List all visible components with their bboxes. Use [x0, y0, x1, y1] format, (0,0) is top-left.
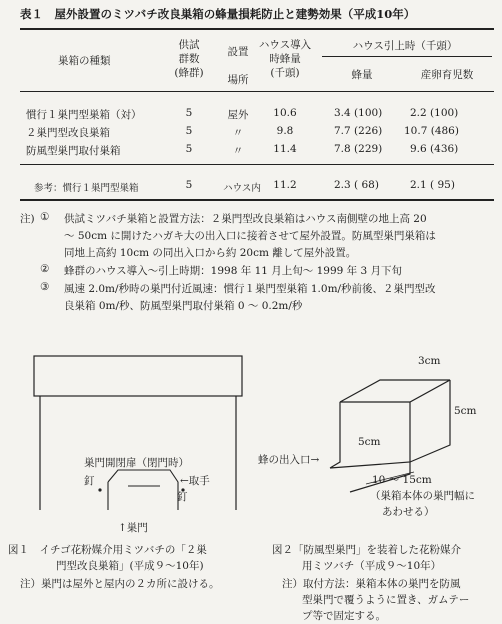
body-bottom-rule [20, 164, 494, 165]
windbreak-right [410, 380, 450, 462]
header-place: 設置 場所 [227, 46, 249, 86]
nail-left [98, 488, 101, 491]
header-type: 巣箱の種類 [58, 55, 111, 67]
header-group-rule [322, 56, 492, 57]
header-brood: 産卵育児数 [420, 69, 474, 81]
entrance-door [108, 470, 178, 510]
table-title: 表１ 屋外設置のミツバチ改良巣箱の蜂量損耗防止と建勢効果（平成10年） [20, 7, 416, 21]
header-bees: 蜂量 [351, 69, 373, 81]
header-group: ハウス引上時（千頭） [352, 40, 458, 52]
fig1-hive-drawing [0, 340, 250, 520]
windbreak-top-face [340, 380, 450, 402]
hive-lid [34, 356, 242, 396]
table-top-rule [20, 28, 494, 30]
windbreak-front [330, 402, 410, 468]
hive-body [40, 396, 236, 510]
header-count: 供試 群数 (蜂群) [174, 39, 204, 79]
table-bottom-rule [20, 199, 494, 201]
header-bottom-rule [20, 91, 494, 92]
header-intro-bees: ハウス導入 時蜂量 (千頭) [258, 39, 312, 79]
